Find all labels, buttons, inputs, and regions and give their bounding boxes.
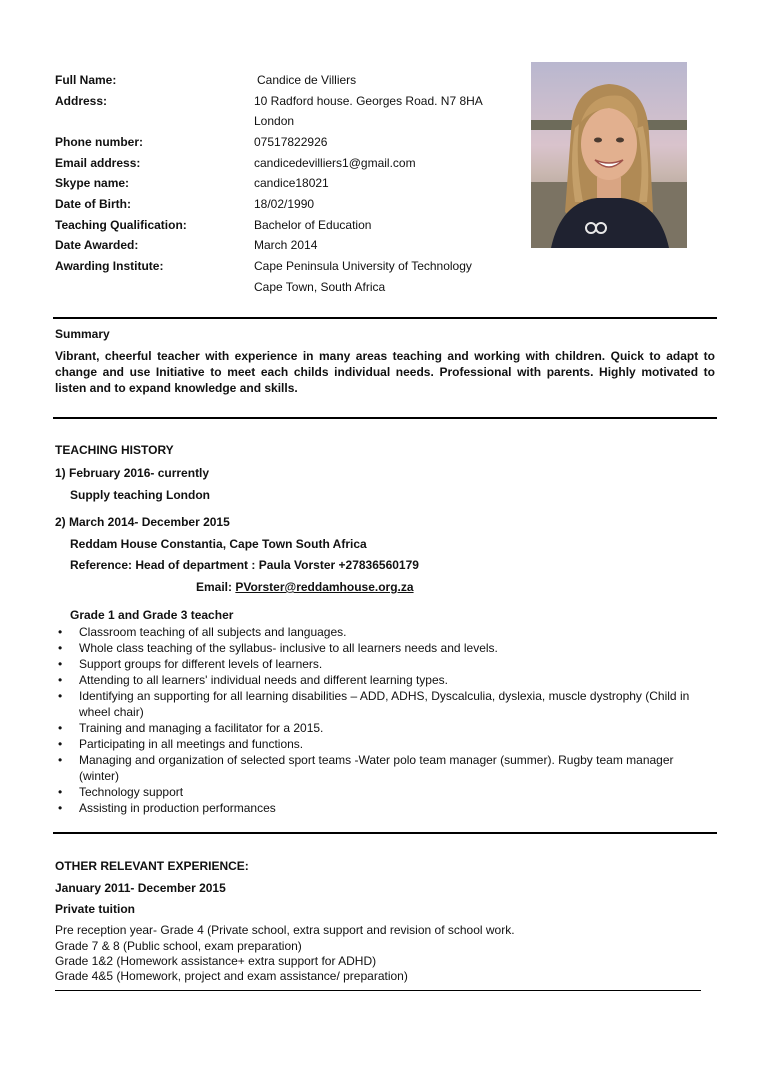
- job2-reference: Reference: Head of department : Paula Vorster +27836560179: [70, 558, 419, 572]
- list-item: • Participating in all meetings and functions.: [55, 736, 705, 752]
- job2-dates: 2) March 2014- December 2015: [55, 515, 230, 529]
- skype-label: Skype name:: [55, 176, 130, 190]
- duties-list: [55, 624, 705, 816]
- list-item: • Training and managing a facilitator for a 2015.: [55, 720, 705, 736]
- job2-email-label: Email:: [196, 580, 233, 594]
- teaching-history-heading: TEACHING HISTORY: [55, 443, 174, 457]
- role-title: Grade 1 and Grade 3 teacher: [70, 608, 234, 622]
- summary-text: Vibrant, cheerful teacher with experience in many areas teaching and working with children. Quick to adapt to change and use Initiative to meet each childs individual needs. Professional with parents. Highly motivated to listen and to expand knowledge and skills.: [55, 349, 715, 395]
- institute-label: Awarding Institute:: [55, 259, 164, 273]
- divider-top: [53, 317, 717, 319]
- list-item: • Support groups for different levels of learners.: [55, 656, 705, 672]
- dob-value: 18/02/1990: [254, 197, 315, 211]
- list-item: • Assisting in production performances: [55, 800, 705, 816]
- email-value: candicedevilliers1@gmail.com: [254, 156, 416, 170]
- date-awarded-value: March 2014: [254, 238, 318, 252]
- other-experience-heading: OTHER RELEVANT EXPERIENCE:: [55, 859, 249, 873]
- email-label: Email address:: [55, 156, 141, 170]
- job1-dates: 1) February 2016- currently: [55, 466, 210, 480]
- list-item: • Managing and organization of selected sport teams -Water polo team manager (summer). Rugby team manager (winter): [55, 752, 705, 784]
- address-label: Address:: [55, 94, 108, 108]
- summary-heading: Summary: [55, 327, 110, 341]
- address-line2: London: [254, 114, 295, 128]
- profile-photo: [531, 62, 687, 248]
- tuition-line: Grade 4&5 (Homework, project and exam assistance/ preparation): [55, 969, 408, 983]
- tuition-line: Pre reception year- Grade 4 (Private school, extra support and revision of school work.: [55, 923, 515, 937]
- list-item: • Whole class teaching of the syllabus- inclusive to all learners needs and levels.: [55, 640, 705, 656]
- tuition-line: Grade 7 & 8 (Public school, exam preparation): [55, 939, 302, 953]
- phone-value: 07517822926: [254, 135, 328, 149]
- full-name-label: Full Name:: [55, 73, 117, 87]
- phone-label: Phone number:: [55, 135, 144, 149]
- job1-title: Supply teaching London: [70, 488, 210, 502]
- date-awarded-label: Date Awarded:: [55, 238, 139, 252]
- qualification-value: Bachelor of Education: [254, 218, 372, 232]
- job2-email-link[interactable]: PVorster@reddamhouse.org.za: [235, 580, 414, 594]
- tuition-line: Grade 1&2 (Homework assistance+ extra support for ADHD): [55, 954, 377, 968]
- list-item: • Attending to all learners' individual needs and different learning types.: [55, 672, 705, 688]
- job2-school: Reddam House Constantia, Cape Town South Africa: [70, 537, 367, 551]
- list-item: • Identifying an supporting for all learning disabilities – ADD, ADHS, Dyscalculia, dyslexia, muscle dystrophy (Child in wheel chair): [55, 688, 705, 720]
- other-title: Private tuition: [55, 902, 136, 916]
- skype-value: candice18021: [254, 176, 329, 190]
- list-item: • Classroom teaching of all subjects and languages.: [55, 624, 705, 640]
- other-dates: January 2011- December 2015: [55, 881, 226, 895]
- dob-label: Date of Birth:: [55, 197, 131, 211]
- list-item: • Technology support: [55, 784, 705, 800]
- divider-summary: [53, 417, 717, 419]
- qualification-label: Teaching Qualification:: [55, 218, 187, 232]
- institute-line1: Cape Peninsula University of Technology: [254, 259, 472, 273]
- profile-photo-image: [531, 62, 687, 248]
- address-line1: 10 Radford house. Georges Road. N7 8HA: [254, 94, 483, 108]
- divider-teaching: [53, 832, 717, 834]
- bottom-divider: [55, 990, 701, 991]
- institute-line2: Cape Town, South Africa: [254, 280, 386, 294]
- job2-email-line: [196, 580, 414, 594]
- full-name: Candice de Villiers: [257, 73, 357, 87]
